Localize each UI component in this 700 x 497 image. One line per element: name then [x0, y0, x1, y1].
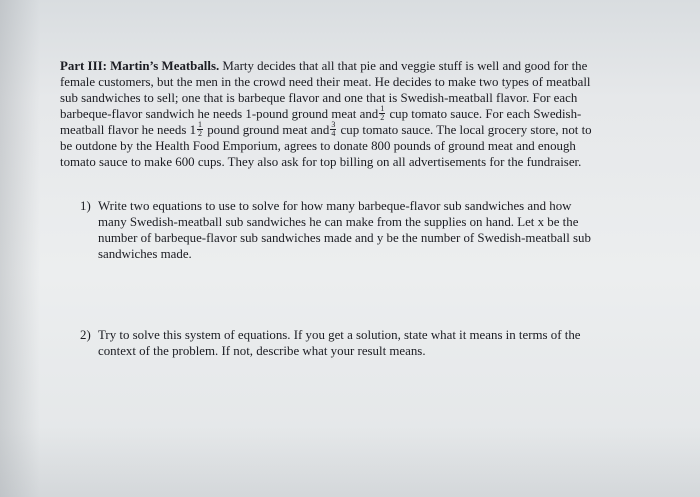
question-1	[80, 198, 640, 262]
fraction-denominator: 2	[380, 112, 385, 122]
question-line: Write two equations to use to solve for how many barbeque-flavor sub sandwiches and how	[98, 199, 572, 213]
paragraph-line-1-text: Marty decides that all that pie and veggie stuff is well and good for the	[219, 59, 588, 73]
paragraph-line-5-a: meatball flavor he needs 1	[60, 123, 197, 137]
fraction-swedish-sauce	[330, 121, 336, 138]
question-number: 1)	[80, 199, 91, 213]
paragraph-line-4-b: cup tomato sauce. For each Swedish-	[386, 107, 582, 121]
worksheet-page	[60, 58, 640, 358]
paragraph-line-7: tomato sauce to make 600 cups. They also ask for top billing on all advertisements for the fundraiser.	[60, 155, 582, 169]
photo-shadow-bottom	[0, 427, 700, 497]
question-text	[98, 198, 640, 262]
paragraph-line-1	[60, 58, 640, 74]
paragraph-line-5	[60, 119, 640, 138]
paragraph-line-2: female customers, but the men in the crowd need their meat. He decides to make two types of meatball	[60, 75, 591, 89]
question-number: 2)	[80, 328, 91, 342]
photo-shadow-left	[0, 0, 40, 497]
fraction-denominator: 2	[198, 128, 203, 138]
fraction-denominator: 4	[331, 128, 336, 138]
paragraph-line-5-b: pound ground meat and	[204, 123, 330, 137]
question-line: context of the problem. If not, describe what your result means.	[98, 344, 426, 358]
fraction-numerator: 1	[380, 103, 385, 113]
paragraph-line-4-a: barbeque-flavor sandwich he needs 1-pound ground meat and	[60, 107, 379, 121]
fraction-bbq-sauce	[379, 105, 385, 122]
question-2	[80, 327, 640, 359]
question-line: sandwiches made.	[98, 247, 192, 261]
question-line: number of barbeque-flavor sub sandwiches made and y be the number of Swedish-meatball sub	[98, 231, 591, 245]
part-heading: Part III: Martin’s Meatballs.	[60, 59, 220, 73]
question-line: many Swedish-meatball sub sandwiches he can make from the supplies on hand. Let x be the	[98, 215, 579, 229]
fraction-swedish-meat	[197, 121, 203, 138]
question-line: Try to solve this system of equations. If you get a solution, state what it means in terms of the	[98, 328, 581, 342]
paragraph-line-6: be outdone by the Health Food Emporium, agrees to donate 800 pounds of ground meat and enough	[60, 139, 576, 153]
fraction-numerator: 1	[198, 119, 203, 129]
fraction-numerator: 3	[331, 119, 336, 129]
paragraph-line-3: sub sandwiches to sell; one that is barbeque flavor and one that is Swedish-meatball flavor. For each	[60, 91, 578, 105]
problem-paragraph	[60, 58, 640, 170]
question-text	[98, 327, 640, 359]
paragraph-line-4	[60, 103, 640, 122]
paragraph-line-5-c: cup tomato sauce. The local grocery store, not to	[337, 123, 592, 137]
